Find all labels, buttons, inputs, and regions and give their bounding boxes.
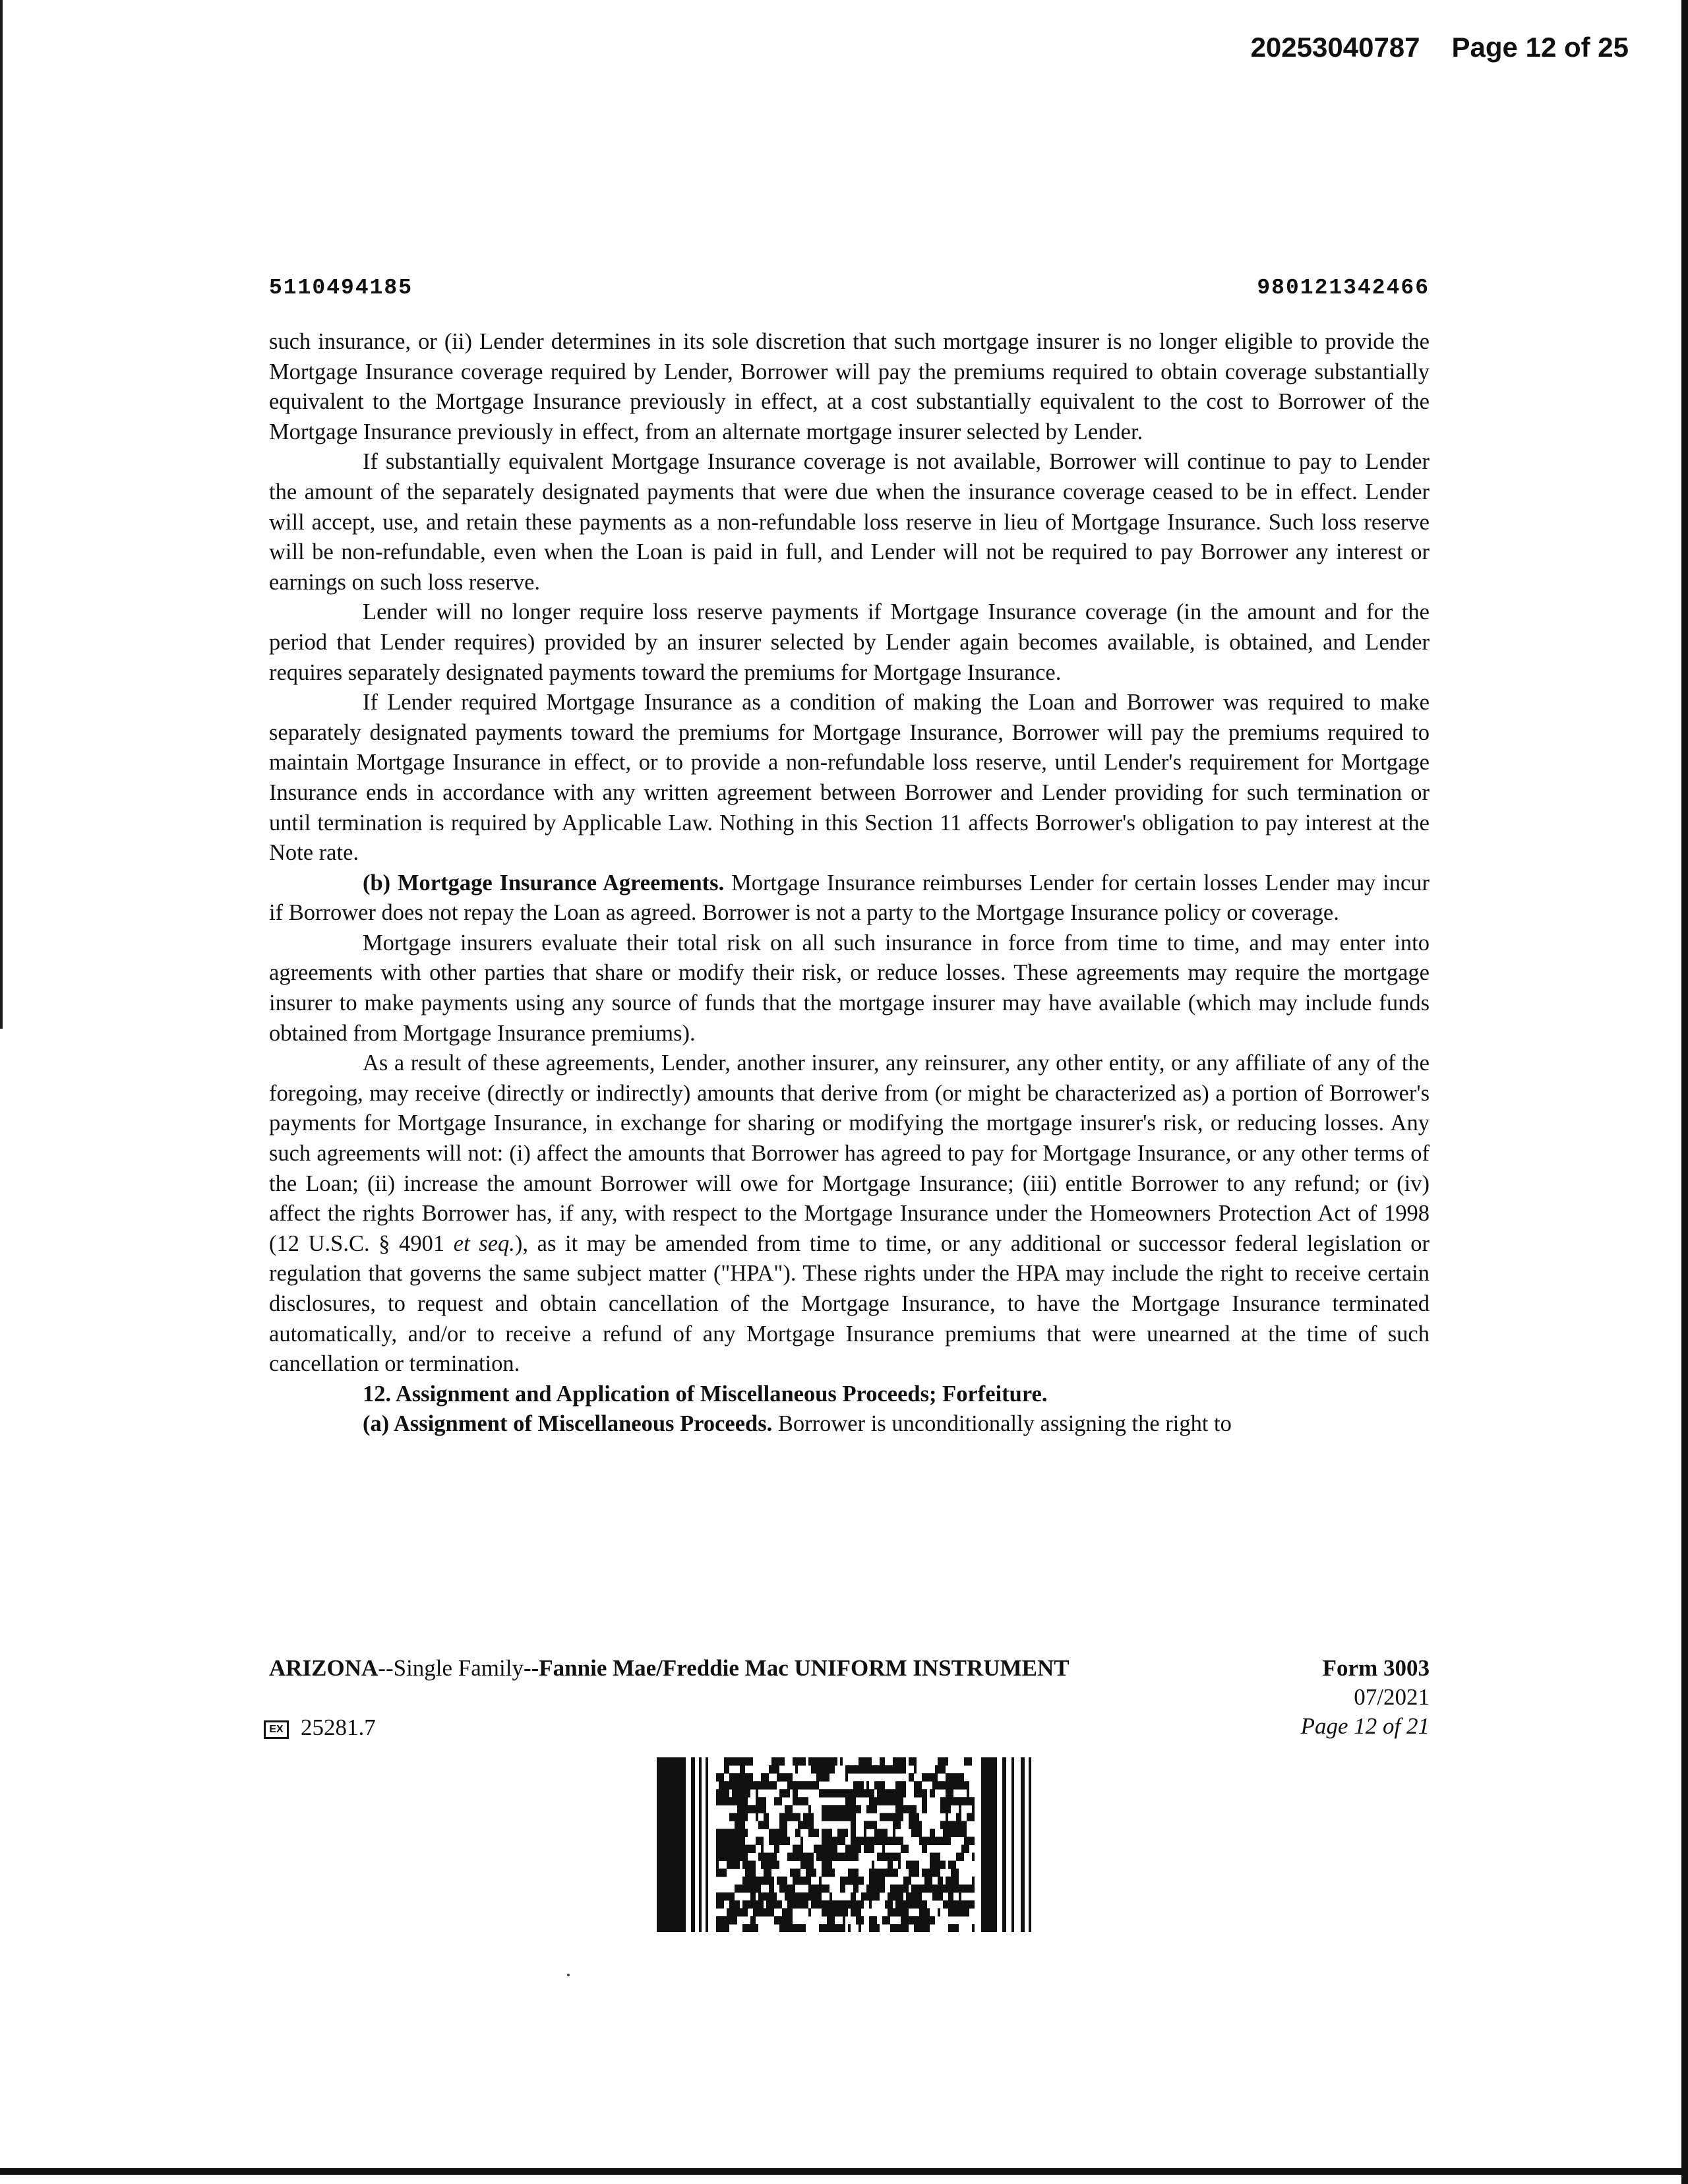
paragraph-text: Lender will no longer require loss reserve payments if Mortgage Insurance coverage (in the amount and for the period that Lender requires) provided by an insurer selected by Lender again becomes available, is obtained, and Lender requires separately designated payments toward the premiums for Mortgage Insurance. — [269, 599, 1430, 685]
paragraph-text: Mortgage insurers evaluate their total risk on all such insurance in force from time to time, and may enter into agreements with other parties that share or modify their risk, or reduce losses. These agreements may require the mortgage insurer to make payments using any source of funds that the mortgage insurer may have available (which may include funds obtained from Mortgage Insurance premiums). — [269, 930, 1430, 1046]
paragraph-heading: (a) Assignment of Miscellaneous Proceeds. — [363, 1411, 773, 1437]
footer-family: Single Family — [393, 1655, 524, 1681]
form-number: Form 3003 — [1322, 1655, 1430, 1681]
paragraph-text: such insurance, or (ii) Lender determines in its sole discretion that such mortgage insurer is no longer eligible to provide the Mortgage Insurance coverage required by Lender, Borrower will pay the premiums required to obtain coverage substantially equivalent to the Mortgage Insurance previously in effect, at a cost substantially equivalent to the cost to Borrower of the Mortgage Insurance previously in effect, from an alternate mortgage insurer selected by Lender. — [269, 329, 1430, 444]
document-code-number: 25281.7 — [301, 1714, 376, 1740]
document-body — [269, 327, 1430, 1440]
footer-agency: Fannie Mae/Freddie Mac UNIFORM INSTRUMENT — [539, 1655, 1070, 1681]
scan-edge-left — [0, 0, 3, 1029]
form-date: 07/2021 — [1354, 1684, 1430, 1710]
paragraph — [269, 327, 1430, 447]
footer-state: ARIZONA — [269, 1655, 378, 1681]
paragraph — [269, 597, 1430, 688]
paragraph-text: Mortgage Insurance reimburses Lender for certain losses Lender may incur if Borrower does not repay the Loan as agreed. Borrower is not a party to the Mortgage Insurance policy or coverage. — [269, 870, 1430, 926]
ex-logo-icon: EX — [264, 1720, 289, 1739]
paragraph-text: Borrower is unconditionally assigning the right to — [772, 1411, 1232, 1437]
paragraph-heading: 12. Assignment and Application of Miscellaneous Proceeds; Forfeiture. — [363, 1381, 1048, 1407]
scan-speck — [567, 1974, 570, 1976]
paragraph-text: ), as it may be amended from time to time, or any additional or successor federal legislation or regulation that governs the same subject matter ("HPA"). These rights under the HPA may include the right to receive certain disclosures, to request and obtain cancellation of the Mortgage Insurance, to have the Mortgage Insurance terminated automatically, and/or to receive a refund of any Mortgage Insurance premiums that were unearned at the time of such cancellation or termination. — [269, 1230, 1430, 1377]
paragraph — [269, 1380, 1430, 1410]
scan-edge-bottom — [0, 2168, 1688, 2175]
recording-doc-number: 20253040787 — [1250, 32, 1420, 63]
paragraph-text: If substantially equivalent Mortgage Insurance coverage is not available, Borrower will continue to pay to Lender the amount of the separately designated payments that were due when the insurance coverage ceased to be in effect. Lender will accept, use, and retain these payments as a non-refundable loss reserve in lieu of Mortgage Insurance. Such loss reserve will be non-refundable, even when the Loan is paid in full, and Lender will not be required to pay Borrower any interest or earnings on such loss reserve. — [269, 449, 1430, 595]
scan-edge-right — [1681, 0, 1688, 2184]
footer-dashes-1: -- — [378, 1655, 394, 1681]
paragraph — [269, 928, 1430, 1048]
recording-stamp — [1207, 32, 1629, 63]
recording-page-label: Page 12 of 25 — [1451, 32, 1629, 63]
footer-dashes-2: -- — [523, 1655, 539, 1681]
loan-number-right: 980121342466 — [1257, 276, 1430, 300]
paragraph-text: As a result of these agreements, Lender, another insurer, any reinsurer, any other entity, or any affiliate of any of the foregoing, may receive (directly or indirectly) amounts that derive from (or might be characterized as) a portion of Borrower's payments for Mortgage Insurance, in exchange for sharing or modifying the mortgage insurer's risk, or reducing losses. Any such agreements will not: (i) affect the amounts that Borrower has agreed to pay for Mortgage Insurance, or any other terms of the Loan; (ii) increase the amount Borrower will owe for Mortgage Insurance; (iii) entitle Borrower to any refund; or (iv) affect the rights Borrower has, if any, with respect to the Mortgage Insurance under the Homeowners Protection Act of 1998 (12 U.S.C. § 4901 — [269, 1050, 1430, 1256]
instrument-title — [269, 1655, 1070, 1682]
paragraph-heading: (b) Mortgage Insurance Agreements. — [363, 870, 725, 895]
paragraph — [269, 688, 1430, 868]
pdf417-barcode — [657, 1757, 1033, 1932]
document-code — [264, 1714, 376, 1741]
loan-number-left: 5110494185 — [269, 276, 413, 300]
paragraph-italic-text: et seq. — [453, 1230, 515, 1256]
form-page: Page 12 of 21 — [1300, 1713, 1430, 1739]
paragraph-text: If Lender required Mortgage Insurance as a condition of making the Loan and Borrower was required to make separately designated payments toward the premiums for Mortgage Insurance, Borrower will pay the premiums required to maintain Mortgage Insurance in effect, or to provide a non-refundable loss reserve, until Lender's requirement for Mortgage Insurance ends in accordance with any written agreement between Borrower and Lender providing for such termination or until termination is required by Applicable Law. Nothing in this Section 11 affects Borrower's obligation to pay interest at the Note rate. — [269, 690, 1430, 866]
paragraph — [269, 1048, 1430, 1380]
paragraph — [269, 1409, 1430, 1440]
paragraph — [269, 447, 1430, 597]
paragraph — [269, 868, 1430, 928]
form-info — [1226, 1654, 1430, 1741]
